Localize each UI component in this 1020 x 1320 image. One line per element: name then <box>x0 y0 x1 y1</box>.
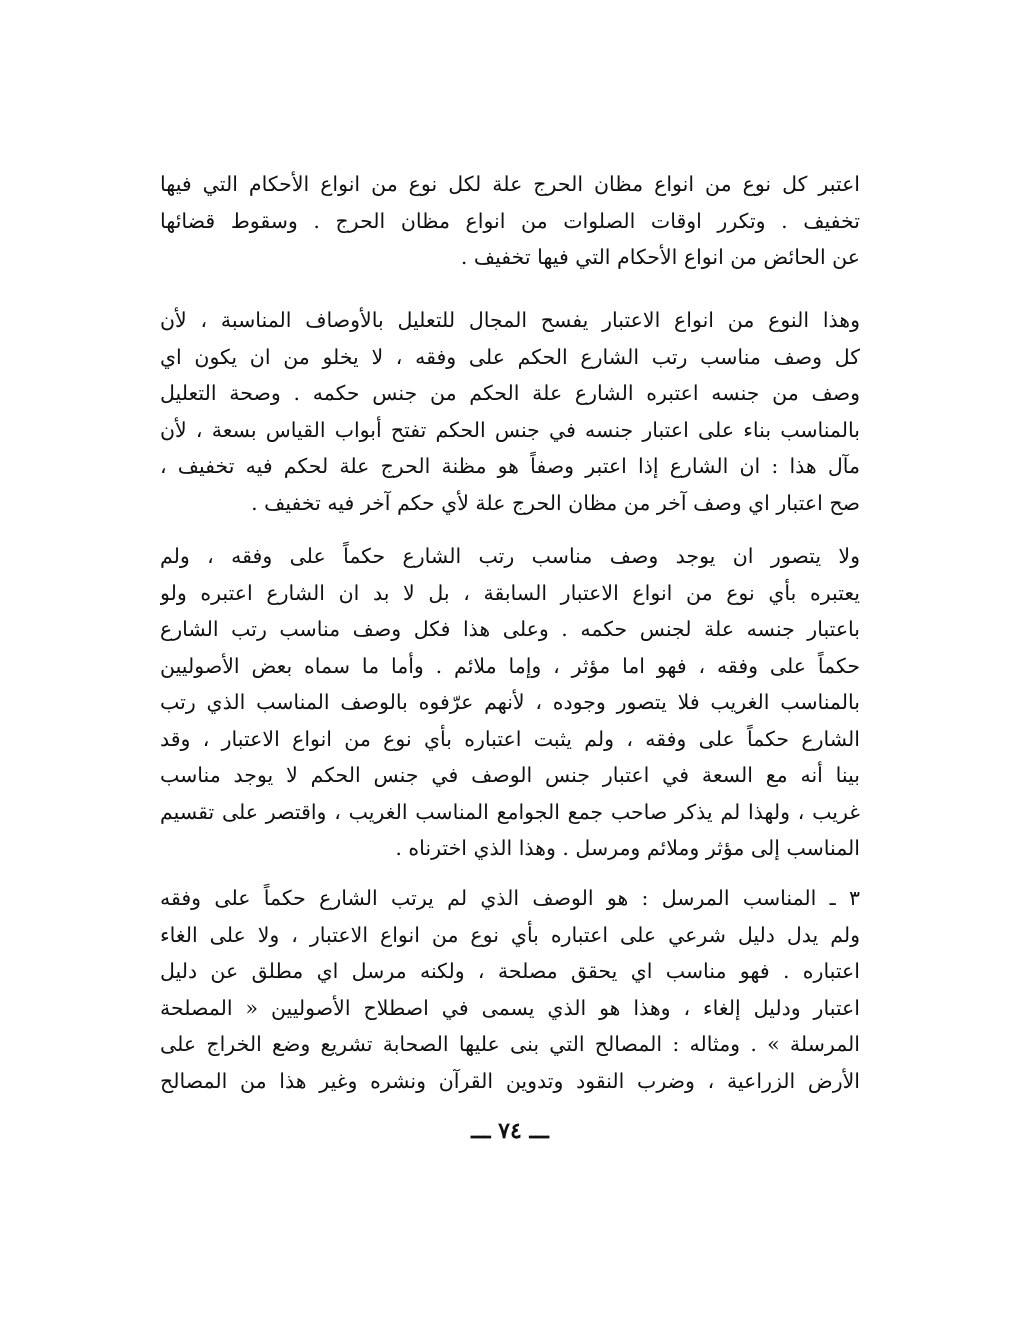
text-line: الأرض الزراعية ، وضرب النقود وتدوين القرآن ونشره وغير هذا من المصالح <box>160 1068 860 1093</box>
text-line: ولم يدل دليل شرعي على اعتباره بأي نوع من انواع الاعتبار ، ولا على الغاء <box>160 922 860 947</box>
text-line: حكماً على وفقه ، فهو اما مؤثر ، وإما ملائم . وأما ما سماه بعض الأصوليين <box>160 653 860 678</box>
text-line: كل وصف مناسب رتب الشارع الحكم على وفقه ، لا يخلو من ان يكون اي <box>160 344 860 369</box>
text-line: ولا يتصور ان يوجد وصف مناسب رتب الشارع حكماً على وفقه ، ولم <box>160 544 860 568</box>
text-line: تخفيف . وتكرر اوقات الصلوات من انواع مظان الحرج . وسقوط قضائها <box>160 208 860 233</box>
paragraph-2 <box>160 302 860 521</box>
paragraph-1 <box>160 166 860 276</box>
text-line: ٣ ـ المناسب المرسل : هو الوصف الذي لم يرتب الشارع حكماً على وفقه <box>160 886 860 910</box>
text-line: باعتبار جنسه علة لجنس حكمه . وعلى هذا فكل وصف مناسب رتب الشارع <box>160 617 860 641</box>
text-line: بالمناسب بناء على اعتبار جنسه في جنس الحكم تفتح أبواب القياس بسعة ، لأن <box>160 417 860 442</box>
text-line: وهذا النوع من انواع الاعتبار يفسح المجال للتعليل بالأوصاف المناسبة ، لأن <box>160 308 860 332</box>
text-line: وصف من جنسه اعتبره الشارع علة الحكم من جنس حكمه . وصحة التعليل <box>160 381 860 405</box>
text-line: يعتبره بأي نوع من انواع الاعتبار السابقة ، بل لا بد ان الشارع اعتبره ولو <box>160 580 860 605</box>
text-line: مآل هذا : ان الشارع إذا اعتبر وصفاً هو مظنة الحرج علة لحكم فيه تخفيف ، <box>160 454 860 478</box>
text-line: اعتباره . فهو مناسب اي يحقق مصلحة ، ولكنه مرسل اي مطلق عن دليل <box>160 959 860 983</box>
paragraph-3 <box>160 538 860 867</box>
text-line: اعتبر كل نوع من انواع مظان الحرج علة لكل نوع من انواع الأحكام التي فيها <box>160 172 860 196</box>
text-line: اعتبار ودليل إلغاء ، وهذا هو الذي يسمى في اصطلاح الأصوليين « المصلحة <box>160 995 860 1020</box>
text-line: عن الحائض من انواع الأحكام التي فيها تخفيف . <box>460 245 860 269</box>
text-line: المناسب إلى مؤثر وملائم ومرسل . وهذا الذي اخترناه . <box>395 836 860 860</box>
text-line: بينا أنه مع السعة في اعتبار جنس الوصف في جنس الحكم لا يوجد مناسب <box>160 763 860 787</box>
text-line: صح اعتبار اي وصف آخر من مظان الحرج علة لأي حكم آخر فيه تخفيف . <box>251 490 860 515</box>
page-number: ـــ ٧٤ ـــ <box>471 1118 549 1144</box>
text-line: الشارع حكماً على وفقه ، ولم يثبت اعتباره بأي نوع من انواع الاعتبار ، وقد <box>160 726 860 751</box>
paragraph-4 <box>160 880 860 1099</box>
text-line: غريب ، ولهذا لم يذكر صاحب جمع الجوامع المناسب الغريب ، واقتصر على تقسيم <box>160 799 860 824</box>
text-line: المرسلة » . ومثاله : المصالح التي بنى عليها الصحابة تشريع وضع الخراج على <box>160 1032 860 1056</box>
text-line: بالمناسب الغريب فلا يتصور وجوده ، لأنهم عرّفوه بالوصف المناسب الذي رتب <box>160 690 860 714</box>
